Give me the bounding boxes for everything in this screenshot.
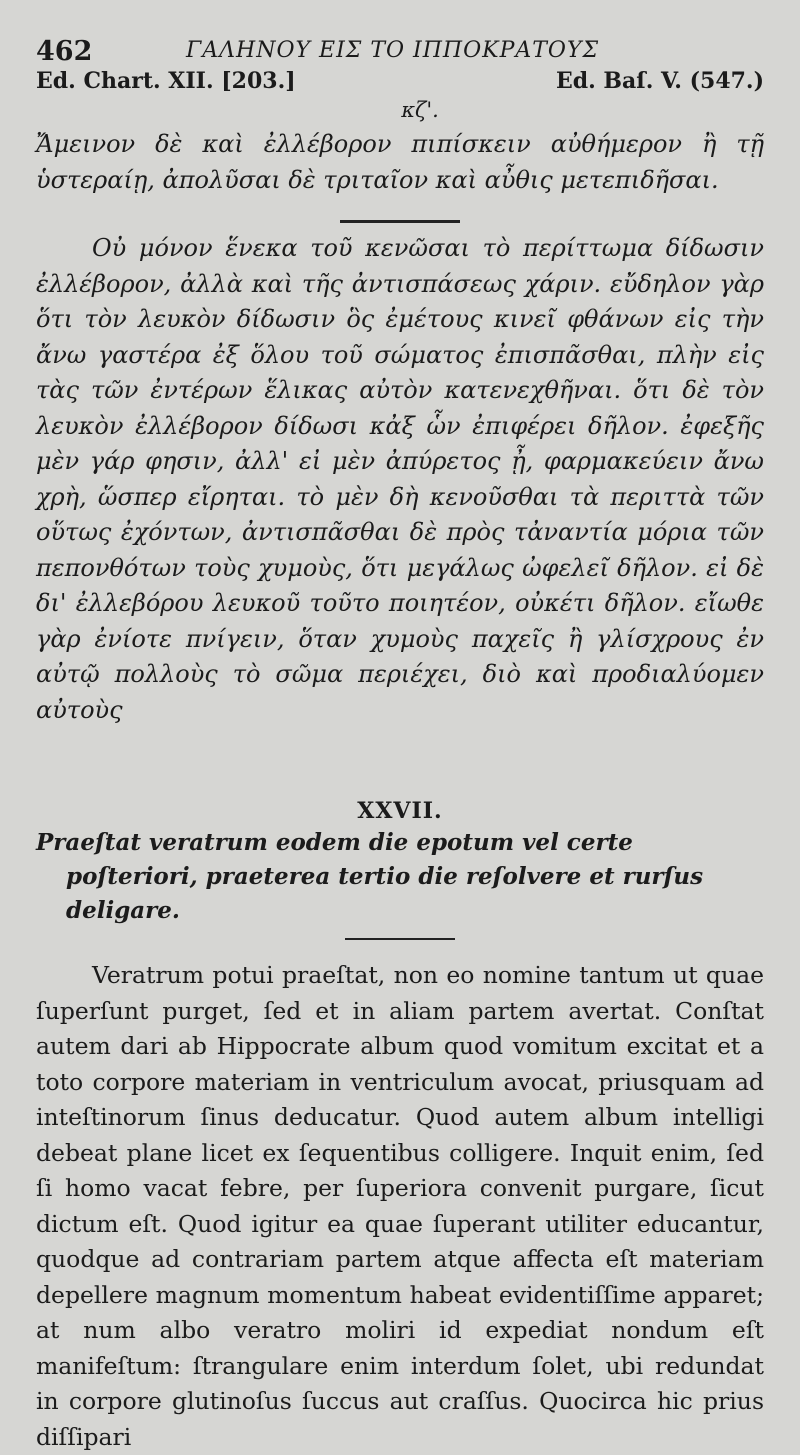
greek-section-marker: κζ'. <box>401 98 439 122</box>
section-divider <box>340 220 460 223</box>
running-title: ΓΑΛΗΝΟΥ ΕΙΣ ΤΟ ΙΠΠΟΚΡΑΤΟΥΣ <box>186 38 600 63</box>
page-number: 462 <box>36 36 93 67</box>
greek-lemma: Ἄμεινον δὲ καὶ ἐλλέβορον πιπίσκειν αὐθήμερον ἢ τῇ ὑστεραίῃ, ἀπολῦσαι δὲ τριταῖον καὶ αὖθις μετεπιδῆσαι. <box>36 130 764 194</box>
running-head <box>36 30 764 66</box>
edition-left: Ed. Chart. XII. [203.] <box>36 68 296 94</box>
section-divider <box>345 938 455 940</box>
latin-commentary: Veratrum potui praeſtat, non eo nomine tantum ut quae ſuperſunt purget, ſed et in aliam partem avertat. Conſtat autem dari ab Hippocrate album quod vomitum excitat et a toto corpore materiam in ventriculum avocat, priusquam ad inteſtinorum ſinus deducatur. Quod autem album intelligi debeat plane licet ex ſequentibus colligere. Inquit enim, ſed ſi homo vacat febre, per ſuperiora convenit purgare, ſicut dictum eſt. Quod igitur ea quae ſuperant utiliter educantur, quodque ad contrariam partem atque affecta eſt materiam depellere magnum momentum habeat evidentiſſime apparet; at num albo veratro moliri id expediat nondum eſt manifeſtum: ſtrangulare enim interdum ſolet, ubi redundat in corpore glutinoſus ſuccus aut craſſus. Quocirca hic prius diſſipari <box>36 961 764 1451</box>
latin-section-number: XXVII. <box>357 798 443 824</box>
greek-commentary: Οὐ μόνον ἕνεκα τοῦ κενῶσαι τὸ περίττωμα δίδωσιν ἐλλέβορον, ἀλλὰ καὶ τῆς ἀντισπάσεως χάριν. εὔδηλον γὰρ ὅτι τὸν λευκὸν δίδωσιν ὃς ἐμέτους κινεῖ φθάνων εἰς τὴν ἄνω γαστέρα ἐξ ὅλου τοῦ σώματος ἐπισπᾶσθαι, πλὴν εἰς τὰς τῶν ἐντέρων ἕλικας αὐτὸν κατενεχθῆναι. ὅτι δὲ τὸν λευκὸν ἐλλέβορον δίδωσι κἀξ ὧν ἐπιφέρει δῆλον. ἐφεξῆς μὲν γάρ φησιν, ἀλλ' εἰ μὲν ἀπύρετος ᾖ, φαρμακεύειν ἄνω χρὴ, ὥσπερ εἴρηται. τὸ μὲν δὴ κενοῦσθαι τὰ περιττὰ τῶν οὕτως ἐχόντων, ἀντισπᾶσθαι δὲ πρὸς τἀναντία μόρια τῶν πεπονθότων τοὺς χυμοὺς, ὅτι μεγάλως ὠφελεῖ δῆλον. εἰ δὲ δι' ἐλλεβόρου λευκοῦ τοῦτο ποιητέον, οὐκέτι δῆλον. εἴωθε γὰρ ἐνίοτε πνίγειν, ὅταν χυμοὺς παχεῖς ἢ γλίσχρους ἐν αὐτῷ πολλοὺς τὸ σῶμα περιέχει, διὸ καὶ προδιαλύομεν αὐτοὺς <box>36 234 764 724</box>
edition-right: Ed. Baſ. V. (547.) <box>555 68 764 94</box>
latin-lemma: Praeſtat veratrum eodem die epotum vel certe poſteriori, praeterea tertio die reſolvere et rurſus deligare. <box>36 829 704 924</box>
edition-line <box>36 68 764 94</box>
